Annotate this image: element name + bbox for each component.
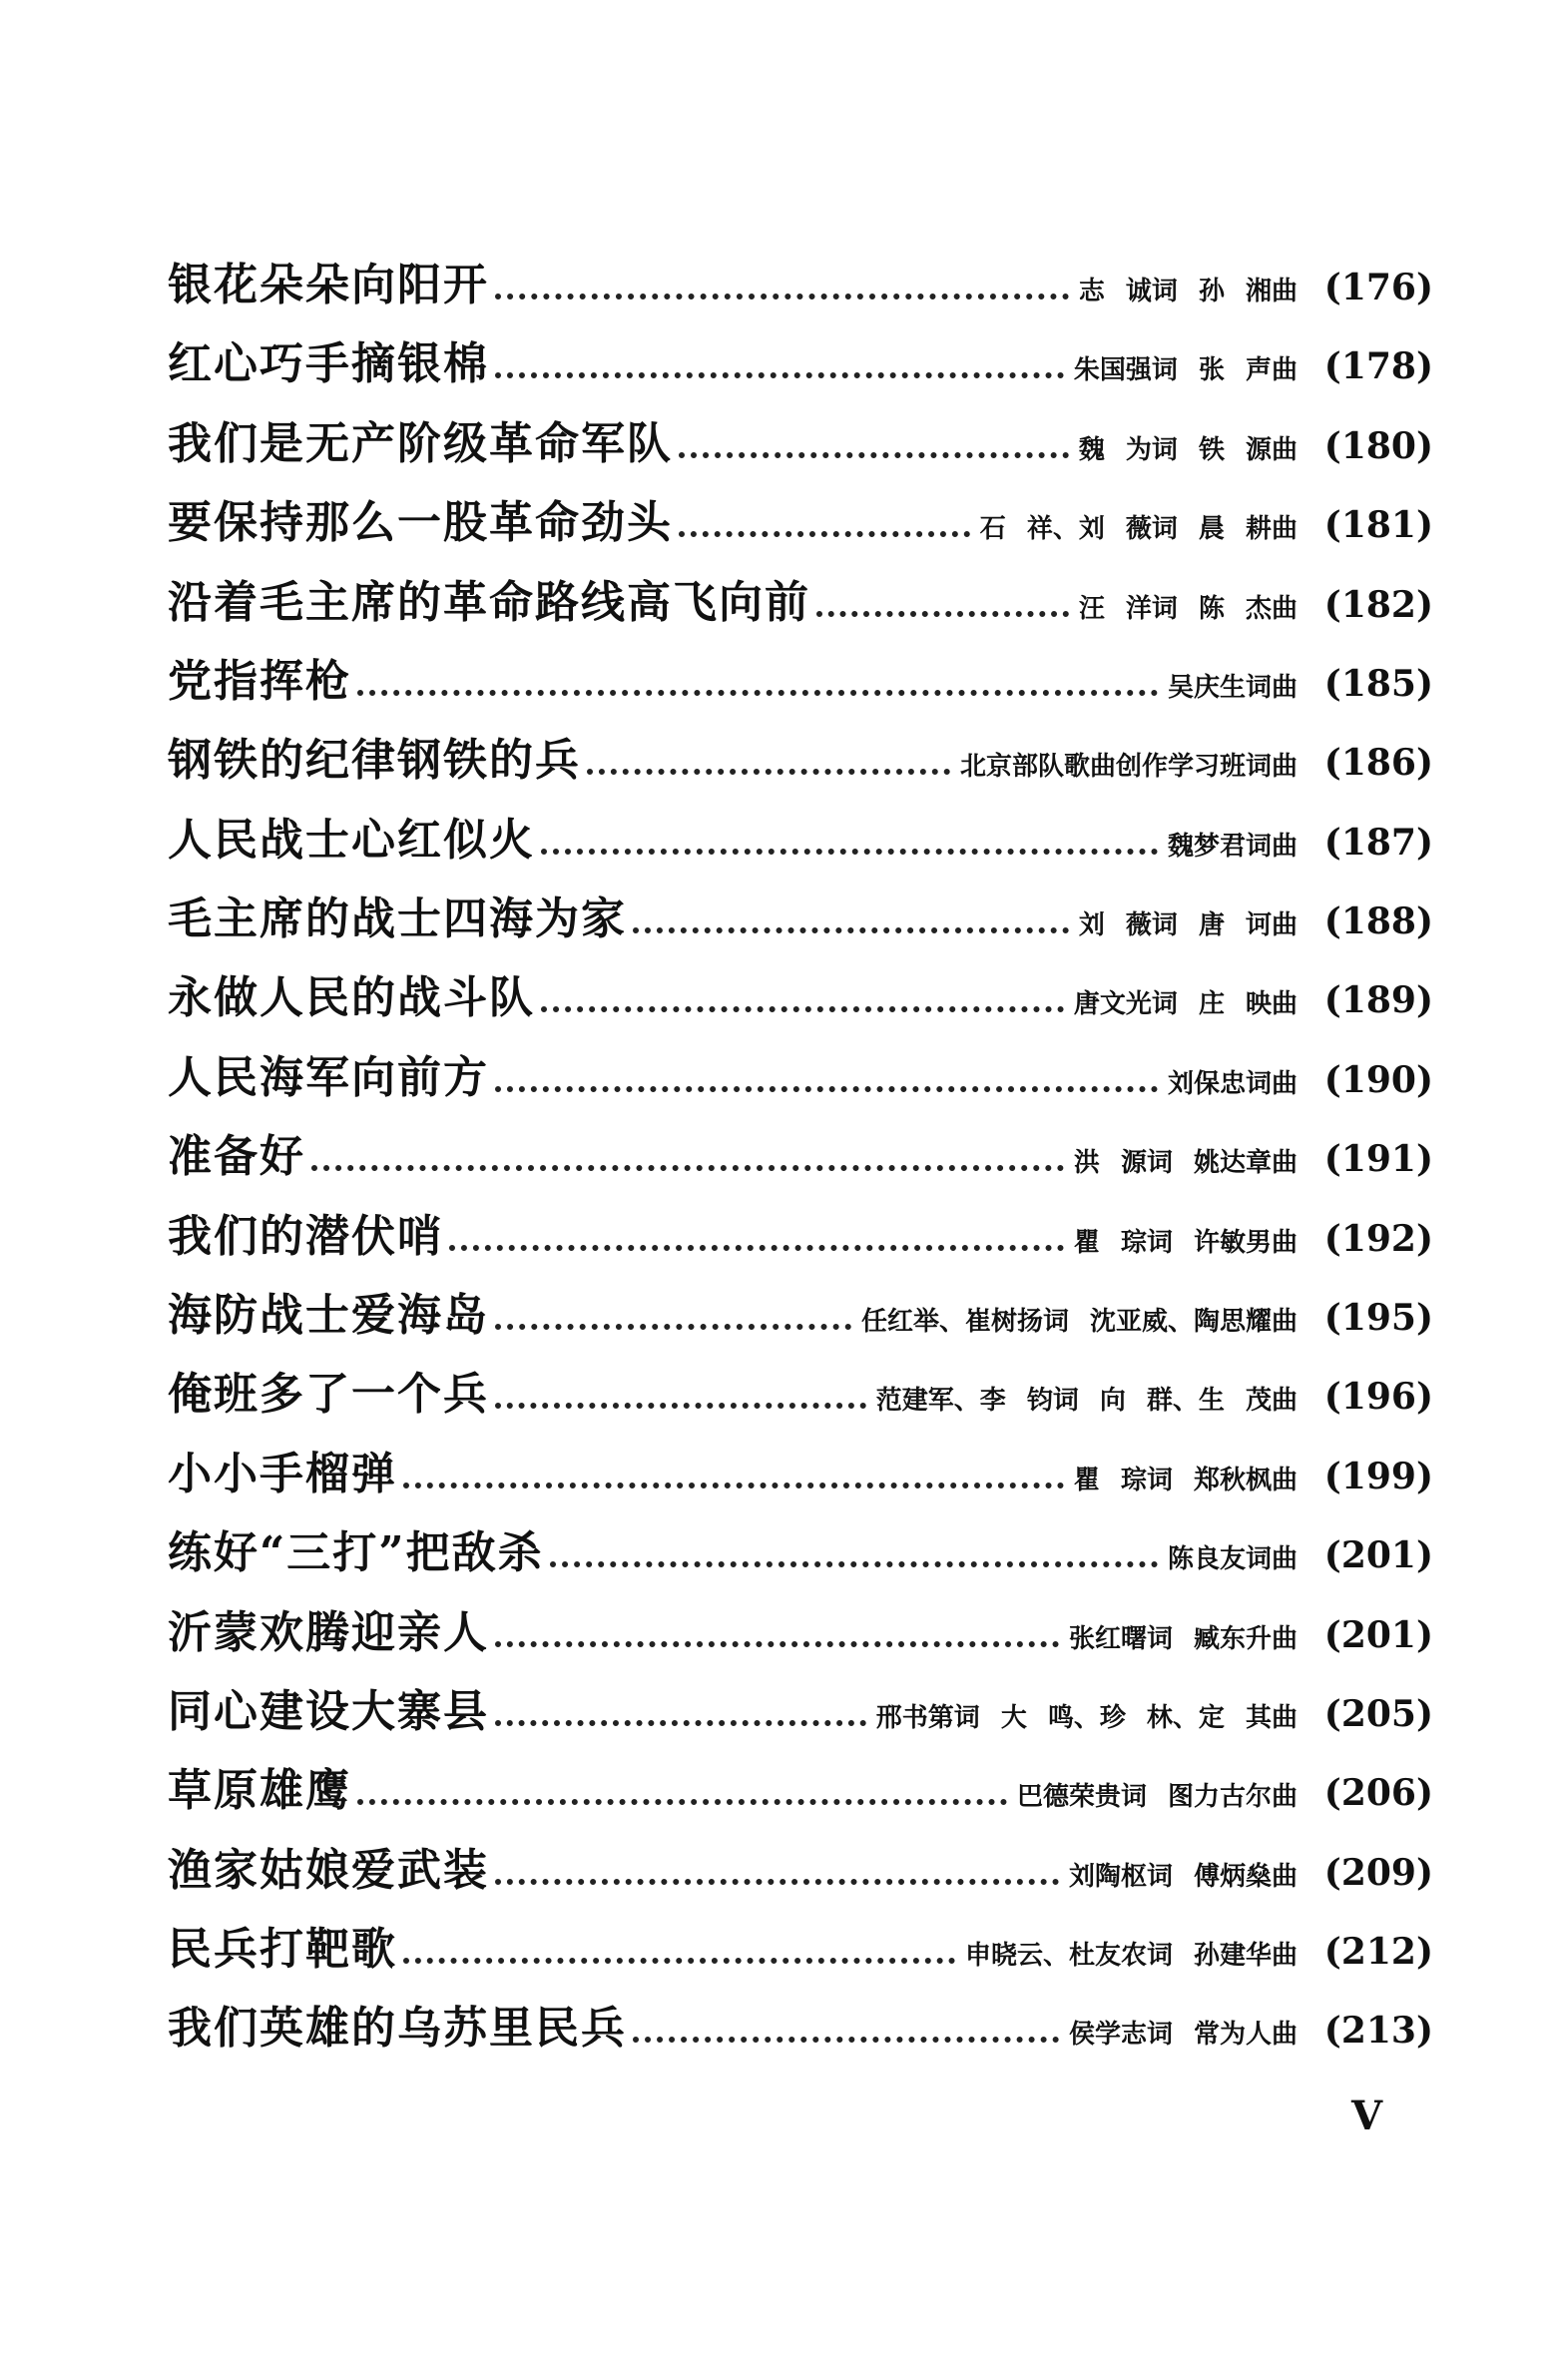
toc-entry-page: (185) bbox=[1323, 663, 1433, 705]
toc-entry-page: (195) bbox=[1323, 1297, 1433, 1339]
toc-entry-credit: 侯学志词 常为人曲 bbox=[1068, 2020, 1298, 2050]
toc-entry-credit: 魏 为词 铁 源曲 bbox=[1078, 435, 1298, 465]
toc-entry-credit: 任红举、崔树扬词 沈亚威、陶思耀曲 bbox=[860, 1307, 1298, 1337]
toc-entry-page: (196) bbox=[1323, 1376, 1433, 1418]
toc-entry bbox=[168, 723, 1433, 787]
toc-entry-credit: 刘陶枢词 傅炳燊曲 bbox=[1068, 1862, 1298, 1892]
toc-entry-title: 沂蒙欢腾迎亲人 bbox=[168, 1607, 489, 1658]
toc-entry-page: (186) bbox=[1323, 742, 1433, 784]
toc-entry bbox=[168, 1595, 1433, 1659]
dot-leader bbox=[495, 372, 1064, 378]
toc-entry bbox=[168, 1515, 1433, 1579]
dot-leader bbox=[311, 1165, 1064, 1171]
toc-entry bbox=[168, 1437, 1433, 1500]
dot-leader bbox=[403, 1958, 955, 1964]
toc-entry-title: 红心巧手摘银棉 bbox=[168, 338, 489, 389]
toc-entry bbox=[168, 1753, 1433, 1817]
toc-entry-page: (190) bbox=[1323, 1059, 1433, 1101]
toc-entry-credit: 巴德荣贵词 图力古尔曲 bbox=[1016, 1782, 1298, 1812]
toc-entry bbox=[168, 1199, 1433, 1263]
toc-entry-credit: 唐文光词 庄 映曲 bbox=[1073, 989, 1298, 1019]
toc-entry-credit: 申晓云、杜友农词 孙建华曲 bbox=[964, 1941, 1298, 1971]
toc-entry-credit: 陈良友词曲 bbox=[1167, 1544, 1298, 1574]
toc-entry-page: (187) bbox=[1323, 822, 1433, 864]
toc-entry bbox=[168, 644, 1433, 708]
dot-leader bbox=[403, 1483, 1064, 1488]
toc-entry-page: (212) bbox=[1323, 1931, 1433, 1973]
dot-leader bbox=[541, 1006, 1064, 1012]
toc-entry-credit: 吴庆生词曲 bbox=[1167, 673, 1298, 703]
dot-leader bbox=[495, 1086, 1158, 1092]
toc-entry-credit: 朱国强词 张 声曲 bbox=[1073, 355, 1298, 385]
dot-leader bbox=[633, 927, 1069, 933]
toc-entry-page: (205) bbox=[1323, 1693, 1433, 1735]
dot-leader bbox=[541, 849, 1158, 855]
dot-leader bbox=[550, 1561, 1158, 1567]
toc-entry bbox=[168, 882, 1433, 945]
toc-entry-title: 要保持那么一股革命劲头 bbox=[168, 497, 673, 548]
toc-entry-page: (201) bbox=[1323, 1614, 1433, 1656]
toc-entry-page: (178) bbox=[1323, 345, 1433, 387]
toc-entry-title: 渔家姑娘爱武装 bbox=[168, 1845, 489, 1896]
toc-entry-credit: 张红曙词 臧东升曲 bbox=[1068, 1624, 1298, 1654]
toc-entry-page: (199) bbox=[1323, 1456, 1433, 1497]
toc-entry-title: 同心建设大寨县 bbox=[168, 1686, 489, 1737]
dot-leader bbox=[495, 1720, 866, 1726]
toc-entry-credit: 北京部队歌曲创作学习班词曲 bbox=[959, 752, 1298, 782]
toc-entry-credit: 范建军、李 钧词 向 群、生 茂曲 bbox=[875, 1386, 1298, 1416]
toc-entry bbox=[168, 485, 1433, 549]
toc-entry-title: 党指挥枪 bbox=[168, 656, 351, 707]
toc-entry-title: 沿着毛主席的革命路线高飞向前 bbox=[168, 577, 810, 628]
toc-entry bbox=[168, 326, 1433, 390]
toc-entry-title: 钢铁的纪律钢铁的兵 bbox=[168, 735, 581, 786]
toc-entry-title: 我们英雄的乌苏里民兵 bbox=[168, 2003, 627, 2054]
toc-entry-title: 我们是无产阶级革命军队 bbox=[168, 418, 673, 469]
toc-entry bbox=[168, 1674, 1433, 1738]
dot-leader bbox=[633, 2037, 1059, 2043]
toc-entry bbox=[168, 1278, 1433, 1342]
toc-entry-title: 小小手榴弹 bbox=[168, 1449, 397, 1499]
toc-entry bbox=[168, 803, 1433, 867]
toc-entry-page: (201) bbox=[1323, 1534, 1433, 1576]
dot-leader bbox=[449, 1245, 1064, 1251]
toc-entry-title: 草原雄鹰 bbox=[168, 1765, 351, 1816]
dot-leader bbox=[679, 452, 1069, 458]
toc-entry-credit: 石 祥、刘 薇词 晨 耕曲 bbox=[979, 514, 1298, 544]
toc-entry-title: 毛主席的战士四海为家 bbox=[168, 893, 627, 944]
toc-entry-title: 民兵打靶歌 bbox=[168, 1924, 397, 1975]
toc-entry bbox=[168, 960, 1433, 1024]
dot-leader bbox=[587, 769, 950, 775]
toc-entry-page: (181) bbox=[1323, 504, 1433, 546]
dot-leader bbox=[495, 1641, 1059, 1647]
toc-entry-page: (188) bbox=[1323, 900, 1433, 942]
toc-entry bbox=[168, 248, 1433, 311]
toc-entry-title: 银花朵朵向阳开 bbox=[168, 260, 489, 310]
toc-entry-credit: 刘 薇词 唐 诃曲 bbox=[1078, 910, 1298, 940]
toc-entry-page: (189) bbox=[1323, 979, 1433, 1021]
toc-entry-title: 准备好 bbox=[168, 1131, 305, 1182]
dot-leader bbox=[357, 690, 1158, 696]
toc-entry-page: (191) bbox=[1323, 1138, 1433, 1180]
toc-entry-credit: 魏梦君词曲 bbox=[1167, 832, 1298, 862]
toc-entry-title: 人民战士心红似火 bbox=[168, 815, 535, 866]
toc-entry bbox=[168, 1912, 1433, 1976]
toc-entry-page: (206) bbox=[1323, 1772, 1433, 1814]
toc-entry bbox=[168, 1833, 1433, 1897]
toc-entry-title: 海防战士爱海岛 bbox=[168, 1290, 489, 1341]
toc-entry bbox=[168, 406, 1433, 470]
toc-entry-credit: 邢书第词 大 鸣、珍 林、定 其曲 bbox=[875, 1703, 1298, 1733]
toc-entry-credit: 洪 源词 姚达章曲 bbox=[1073, 1148, 1298, 1178]
toc-entry bbox=[168, 1991, 1433, 2055]
dot-leader bbox=[679, 531, 970, 537]
toc-entry-page: (192) bbox=[1323, 1218, 1433, 1260]
toc-entry-page: (209) bbox=[1323, 1852, 1433, 1894]
toc-entry-credit: 瞿 琮词 郑秋枫曲 bbox=[1073, 1466, 1298, 1495]
toc-entry-title: 我们的潜伏哨 bbox=[168, 1211, 443, 1262]
toc-entry-credit: 志 诚词 孙 湘曲 bbox=[1078, 277, 1298, 306]
dot-leader bbox=[357, 1799, 1007, 1805]
toc-entry bbox=[168, 1040, 1433, 1104]
toc-entry bbox=[168, 1119, 1433, 1183]
toc-entry-title: 人民海军向前方 bbox=[168, 1052, 489, 1103]
toc-entry-title: 练好“三打”把敌杀 bbox=[168, 1527, 544, 1578]
dot-leader bbox=[816, 611, 1069, 617]
toc-entry bbox=[168, 565, 1433, 629]
toc-entry-title: 俺班多了一个兵 bbox=[168, 1369, 489, 1420]
toc-entry-title: 永做人民的战斗队 bbox=[168, 972, 535, 1023]
dot-leader bbox=[495, 1879, 1059, 1885]
toc-entry-page: (213) bbox=[1323, 2010, 1433, 2052]
toc-entry-page: (182) bbox=[1323, 584, 1433, 626]
toc-entry-credit: 汪 洋词 陈 杰曲 bbox=[1078, 594, 1298, 624]
dot-leader bbox=[495, 1403, 866, 1409]
dot-leader bbox=[495, 294, 1069, 299]
page-number: Ⅴ bbox=[1351, 2092, 1383, 2139]
toc-entry-credit: 瞿 琮词 许敏男曲 bbox=[1073, 1228, 1298, 1258]
dot-leader bbox=[495, 1324, 851, 1330]
toc-entry-page: (180) bbox=[1323, 425, 1433, 467]
toc-entry-page: (176) bbox=[1323, 267, 1433, 308]
toc-entry bbox=[168, 1357, 1433, 1421]
toc-entry-credit: 刘保忠词曲 bbox=[1167, 1069, 1298, 1099]
